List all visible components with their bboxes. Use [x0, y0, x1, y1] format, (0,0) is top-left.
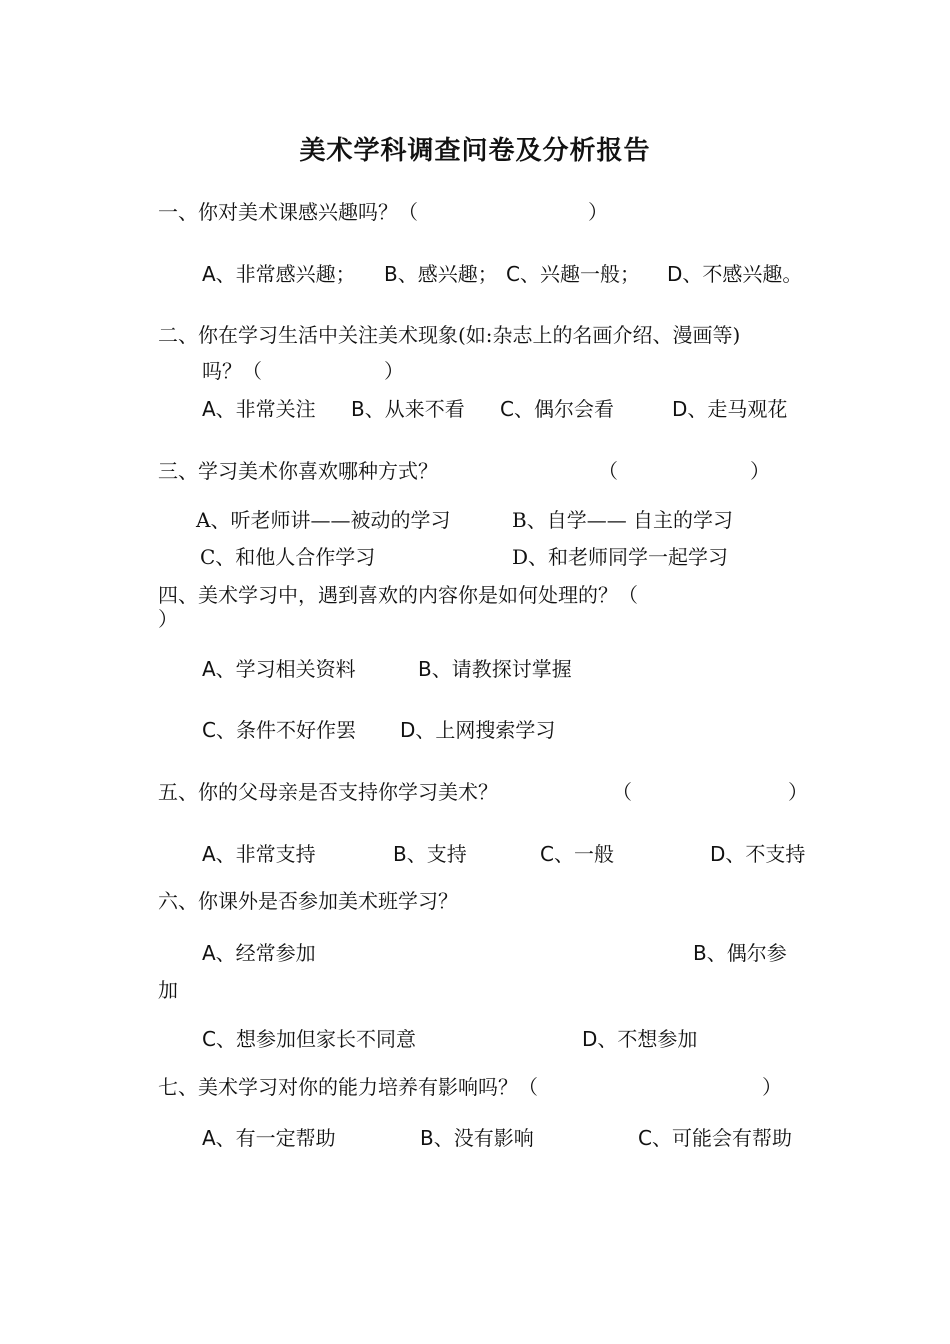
question-3-option-b: B、自学—— 自主的学习 [512, 508, 734, 532]
question-3-option-d: D、和老师同学一起学习 [512, 545, 729, 569]
question-4-close-paren: ） [158, 607, 178, 631]
question-2-option-d: D、走马观花 [672, 397, 788, 421]
question-1-option-b: B、感兴趣； [384, 262, 498, 286]
question-5-option-a: A、非常支持 [202, 842, 316, 866]
question-7-option-c: C、可能会有帮助 [638, 1126, 792, 1150]
question-4-option-b: B、请教探讨掌握 [418, 657, 572, 681]
question-2-option-c: C、偶尔会看 [500, 397, 614, 421]
question-5-open-paren: （ [612, 780, 632, 804]
question-4-option-c: C、条件不好作罢 [202, 718, 356, 742]
question-6-option-a: A、经常参加 [202, 941, 316, 965]
question-7-close-paren: ） [762, 1075, 782, 1099]
question-2-stem: 二、你在学习生活中关注美术现象(如:杂志上的名画介绍、漫画等) [158, 323, 741, 347]
question-3-option-c: C、和他人合作学习 [200, 545, 376, 569]
question-6-option-c: C、想参加但家长不同意 [202, 1027, 416, 1051]
question-4-option-d: D、上网搜索学习 [400, 718, 556, 742]
question-5-option-c: C、一般 [540, 842, 614, 866]
question-1-stem: 一、你对美术课感兴趣吗？（ [158, 200, 418, 224]
question-4-option-a: A、学习相关资料 [202, 657, 356, 681]
question-2-option-b: B、从来不看 [351, 397, 465, 421]
question-1-option-d: D、不感兴趣。 [667, 262, 803, 286]
question-7-option-b: B、没有影响 [420, 1126, 534, 1150]
question-6-option-b: B、偶尔参 [693, 941, 787, 965]
question-4-stem: 四、美术学习中，遇到喜欢的内容你是如何处理的？（ [158, 583, 638, 607]
question-2-close-paren: ） [384, 359, 404, 383]
question-2-option-a: A、非常关注 [202, 397, 316, 421]
question-1-close-paren: ） [588, 200, 608, 224]
question-6-stem: 六、你课外是否参加美术班学习？ [158, 889, 458, 913]
question-6-option-d: D、不想参加 [582, 1027, 698, 1051]
question-6-option-b-wrap: 加 [158, 978, 178, 1002]
question-1-option-a: A、非常感兴趣； [202, 262, 356, 286]
question-5-stem: 五、你的父母亲是否支持你学习美术？ [158, 780, 498, 804]
question-2-stem-continued: 吗？（ [202, 359, 262, 383]
question-3-open-paren: （ [598, 459, 618, 483]
question-3-stem: 三、学习美术你喜欢哪种方式？ [158, 459, 438, 483]
question-7-option-a: A、有一定帮助 [202, 1126, 336, 1150]
question-5-option-d: D、不支持 [710, 842, 806, 866]
question-7-stem: 七、美术学习对你的能力培养有影响吗？（ [158, 1075, 538, 1099]
question-1-option-c: C、兴趣一般； [506, 262, 640, 286]
question-5-option-b: B、支持 [393, 842, 467, 866]
question-5-close-paren: ） [788, 780, 808, 804]
question-3-close-paren: ） [750, 459, 770, 483]
page-title: 美术学科调查问卷及分析报告 [299, 136, 651, 166]
question-3-option-a: A、听老师讲——被动的学习 [196, 508, 451, 532]
